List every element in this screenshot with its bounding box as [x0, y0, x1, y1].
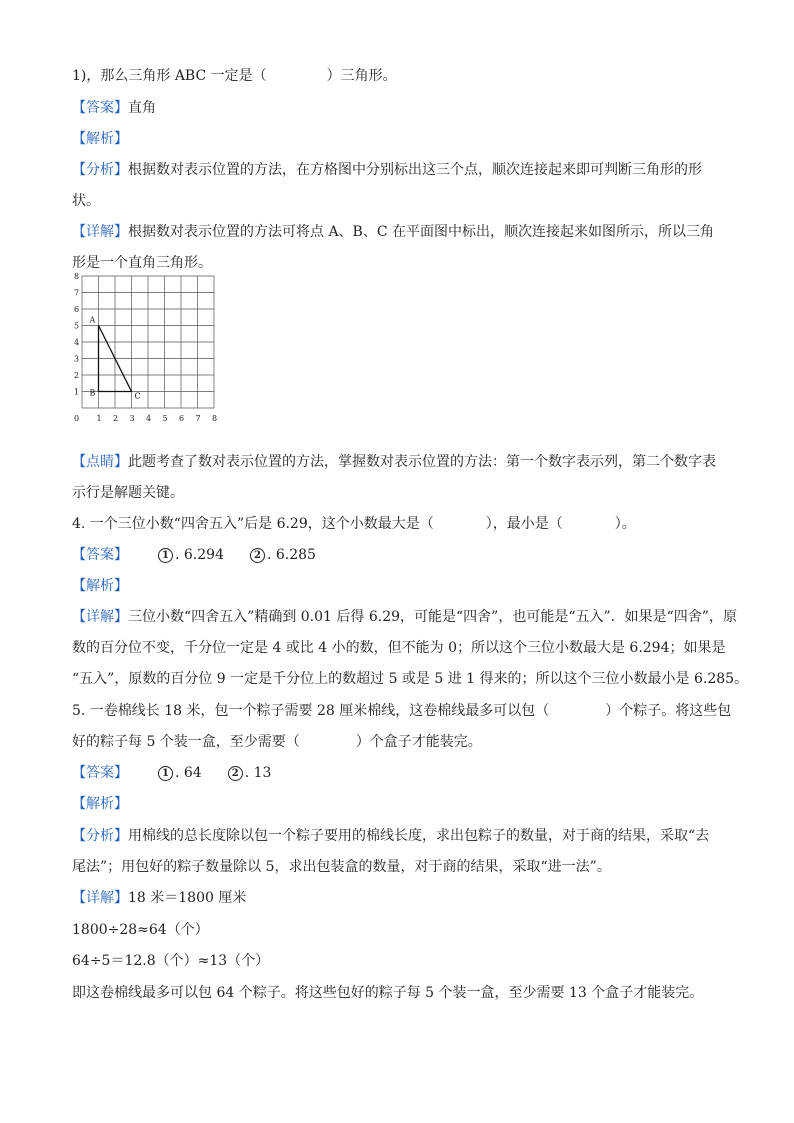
- conclusion-line: 即这卷棉线最多可以包 64 个粽子。将这些包好的粽子每 5 个装一盒，至少需要 13 个盒子才能装完。: [72, 985, 704, 1001]
- x-tick-label: 8: [212, 414, 218, 423]
- x-tick-label: 7: [195, 414, 201, 423]
- question-5a: 5. 一卷棉线长 18 米，包一个粽子需要 28 厘米棉线，这卷棉线最多可以包（ ）个粽子。将这些包: [72, 703, 732, 719]
- question-text: 1)，那么三角形 ABC 一定是（: [72, 68, 267, 84]
- y-tick-label: 6: [74, 305, 80, 314]
- x-tick-label: 3: [129, 414, 135, 423]
- detail-line-4b: 数的百分位不变，千分位一定是 4 或比 4 小的数，但不能为 0；所以这个三位小数最大是 6.294；如果是: [72, 640, 726, 656]
- circled-number-2: 2: [250, 548, 265, 563]
- answer-value: 直角: [128, 100, 156, 116]
- key-point-line-b: 示行是解题关键。: [72, 485, 184, 501]
- circled-number-1: 1: [158, 548, 173, 563]
- question-4: 4. 一个三位小数“四舍五入”后是 6.29，这个小数最大是（ ），最小是（ ）。: [72, 516, 636, 532]
- circled-number-2: 2: [228, 766, 243, 781]
- analysis-heading-3: 【解析】: [72, 131, 128, 147]
- x-tick-label: 1: [96, 414, 102, 423]
- problem-3-continuation: 1)，那么三角形 ABC 一定是（ ）三角形。: [72, 68, 397, 84]
- answer-tag: 【答案】: [72, 100, 128, 116]
- point-label-a: A: [89, 315, 96, 325]
- analysis-heading-5: 【解析】: [72, 796, 128, 812]
- y-tick-label: 2: [74, 371, 80, 380]
- y-tick-label: 4: [74, 338, 80, 347]
- key-point-line-a: 【点睛】此题考查了数对表示位置的方法，掌握数对表示位置的方法：第一个数字表示列，第二个数字表: [72, 454, 716, 470]
- origin-label: 0: [74, 414, 80, 423]
- answer-line-3: [72, 98, 722, 118]
- detail-line-3b: 形是一个直角三角形。: [72, 255, 212, 271]
- circled-number-1: 1: [158, 766, 173, 781]
- detail-line-4a: 【详解】三位小数“四舍五入”精确到 0.01 后得 6.29，可能是“四舍”，也可能是“五入”．如果是“四舍”，原: [72, 609, 737, 625]
- x-tick-label: 6: [179, 414, 185, 423]
- calc-line-2: 64÷5＝12.8（个）≈13（个）: [72, 953, 270, 969]
- detail-line-4c: “五入”，原数的百分位 9 一定是千分位上的数超过 5 或是 5 进 1 得来的；所以这个三位小数最小是 6.285。: [72, 671, 749, 687]
- point-label-c: C: [134, 391, 141, 401]
- calc-line-1: 1800÷28≈64（个）: [72, 922, 209, 938]
- analysis-line-5b: 尾法”；用包好的粽子数量除以 5，求出包装盒的数量，对于商的结果，采取“进一法”。: [72, 859, 611, 875]
- x-tick-label: 4: [146, 414, 152, 423]
- detail-line-5a: 【详解】18 米＝1800 厘米: [72, 890, 247, 906]
- grid-svg: [72, 272, 222, 438]
- answer-line-4: 【答案】 1 . 6.294 2 . 6.285: [72, 547, 316, 563]
- analysis-heading-4: 【解析】: [72, 578, 128, 594]
- y-tick-label: 5: [74, 321, 80, 331]
- question-5b: 好的粽子每 5 个装一盒，至少需要（ ）个盒子才能装完。: [72, 734, 482, 750]
- x-tick-label: 5: [162, 414, 168, 423]
- y-tick-label: 8: [74, 272, 80, 281]
- y-tick-label: 7: [74, 288, 80, 298]
- x-tick-label: 2: [113, 414, 119, 423]
- detail-line-3a: 【详解】根据数对表示位置的方法可将点 A、B、C 在平面图中标出，顺次连接起来如图所示，所以三角: [72, 224, 715, 240]
- analysis-line-5a: 【分析】用棉线的总长度除以包一个粽子要用的棉线长度，求出包粽子的数量，对于商的结果，采取“去: [72, 828, 710, 844]
- coordinate-grid-figure: [72, 272, 222, 438]
- y-tick-label: 3: [74, 354, 80, 364]
- analysis-line-3a: 【分析】根据数对表示位置的方法，在方格图中分别标出这三个点，顺次连接起来即可判断三角形的形: [72, 162, 702, 178]
- answer-line-5: 【答案】 1 . 64 2 . 13: [72, 765, 272, 781]
- y-tick-label: 1: [74, 387, 80, 397]
- point-label-b: B: [89, 388, 96, 398]
- analysis-line-3b: 状。: [72, 193, 100, 209]
